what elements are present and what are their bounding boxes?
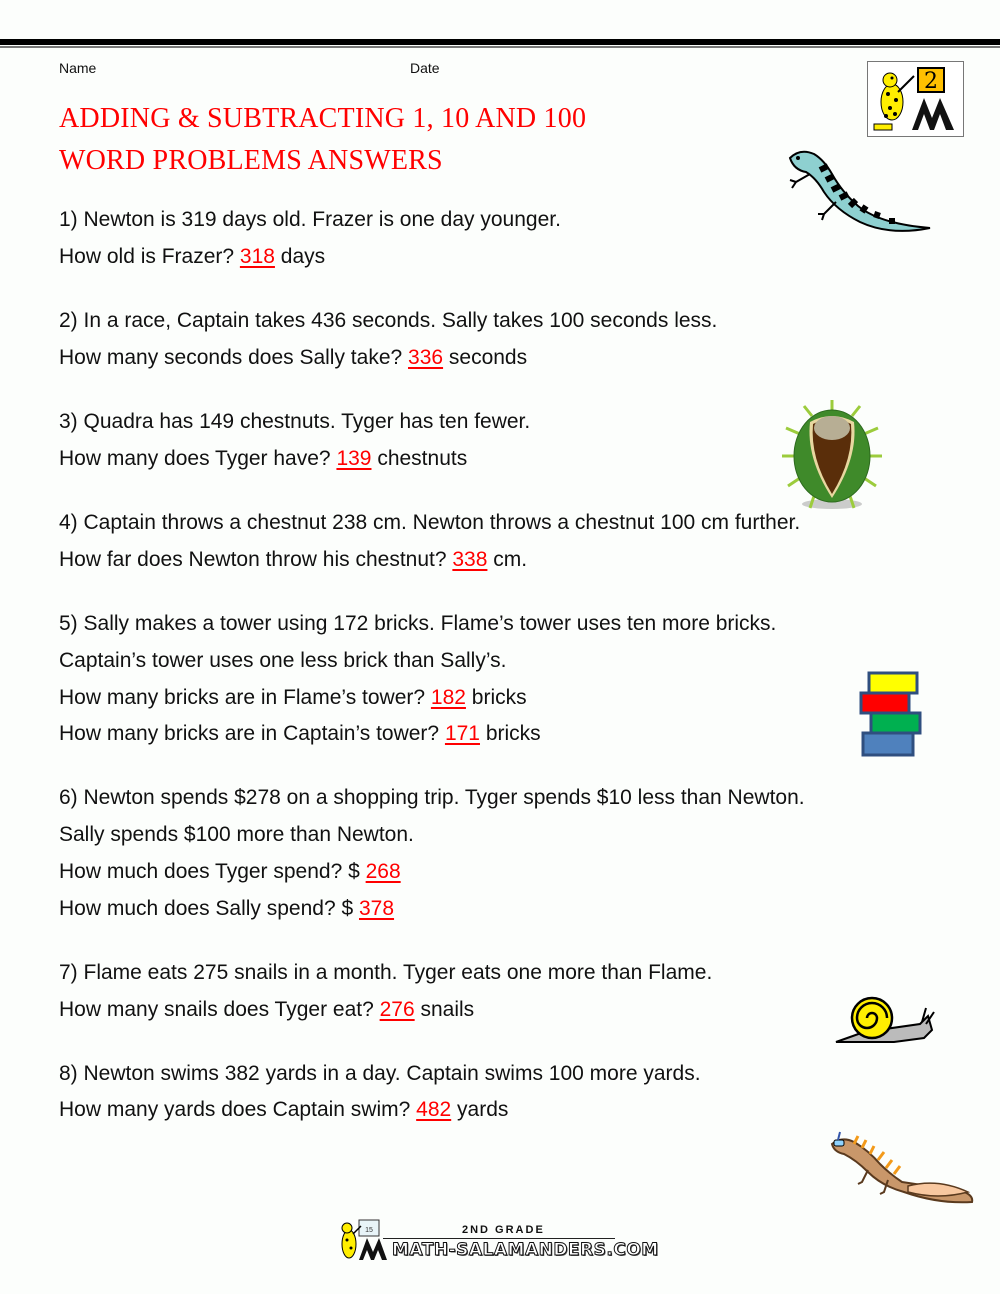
problem-8-question: 8) Newton swims 382 yards in a day. Captain swims 100 more yards.	[59, 1062, 701, 1085]
problem-1-question: 1) Newton is 319 days old. Frazer is one day younger.	[59, 208, 561, 231]
footer-divider	[383, 1238, 615, 1239]
problem-6-question: 6) Newton spends $278 on a shopping trip. Tyger spends $10 less than Newton.	[59, 786, 805, 809]
problem-1-answer-line: How old is Frazer? 318 days	[59, 245, 326, 268]
problem-4-question: 4) Captain throws a chestnut 238 cm. Newton throws a chestnut 100 cm further.	[59, 511, 801, 534]
problem-2-answer-line: How many seconds does Sally take? 336 seconds	[59, 346, 528, 369]
answer: 482	[416, 1098, 452, 1121]
problem-5-question-2: Captain’s tower uses one less brick than Sally’s.	[59, 649, 507, 672]
svg-text:15: 15	[365, 1227, 373, 1234]
problem-7-answer-line: How many snails does Tyger eat? 276 snails	[59, 998, 475, 1021]
problem-7-question: 7) Flame eats 275 snails in a month. Tyger eats one more than Flame.	[59, 961, 713, 984]
page-title-line1: ADDING & SUBTRACTING 1, 10 AND 100	[59, 103, 587, 134]
problem-6-answer-line-1: How much does Tyger spend? $ 268	[59, 860, 401, 883]
problem-4-answer-line: How far does Newton throw his chestnut? 338 cm.	[59, 548, 528, 571]
page-title-line2: WORD PROBLEMS ANSWERS	[59, 145, 443, 176]
grade-logo	[867, 61, 964, 137]
problem-5-answer-line-1: How many bricks are in Flame’s tower? 182 bricks	[59, 686, 527, 709]
grade-number: 2	[924, 69, 938, 94]
salamander-teacher-icon	[868, 62, 963, 136]
date-label: Date	[410, 60, 440, 76]
problem-3-question: 3) Quadra has 149 chestnuts. Tyger has ten fewer.	[59, 410, 531, 433]
footer-grade: 2ND GRADE	[462, 1224, 545, 1236]
answer: 276	[379, 998, 415, 1021]
answer: 182	[430, 686, 466, 709]
salamander-board-icon	[333, 1218, 397, 1262]
snail-icon	[834, 990, 944, 1046]
footer-site-name: MATH-SALAMANDERS.COM	[392, 1240, 659, 1260]
problem-2-question: 2) In a race, Captain takes 436 seconds. Sally takes 100 seconds less.	[59, 309, 718, 332]
name-label: Name	[59, 60, 97, 76]
problem-5-answer-line-2: How many bricks are in Captain’s tower? 171 bricks	[59, 722, 541, 745]
problem-3-answer-line: How many does Tyger have? 139 chestnuts	[59, 447, 468, 470]
diving-salamander-icon	[828, 1130, 978, 1210]
answer: 268	[365, 860, 401, 883]
answer: 318	[239, 245, 275, 268]
problem-8-answer-line: How many yards does Captain swim? 482 yards	[59, 1098, 509, 1121]
chestnut-icon	[782, 400, 882, 512]
problem-6-question-2: Sally spends $100 more than Newton.	[59, 823, 414, 846]
salamander-icon	[780, 140, 940, 240]
answer: 378	[359, 897, 395, 920]
answer: 171	[444, 722, 480, 745]
answer: 338	[452, 548, 488, 571]
answer: 336	[408, 346, 444, 369]
problem-6-answer-line-2: How much does Sally spend? $ 378	[59, 897, 395, 920]
answer: 139	[336, 447, 372, 470]
top-border-thin	[0, 46, 1000, 48]
top-border-thick	[0, 39, 1000, 45]
brick-tower-icon	[858, 670, 924, 760]
problem-5-question: 5) Sally makes a tower using 172 bricks. Flame’s tower uses ten more bricks.	[59, 612, 777, 635]
